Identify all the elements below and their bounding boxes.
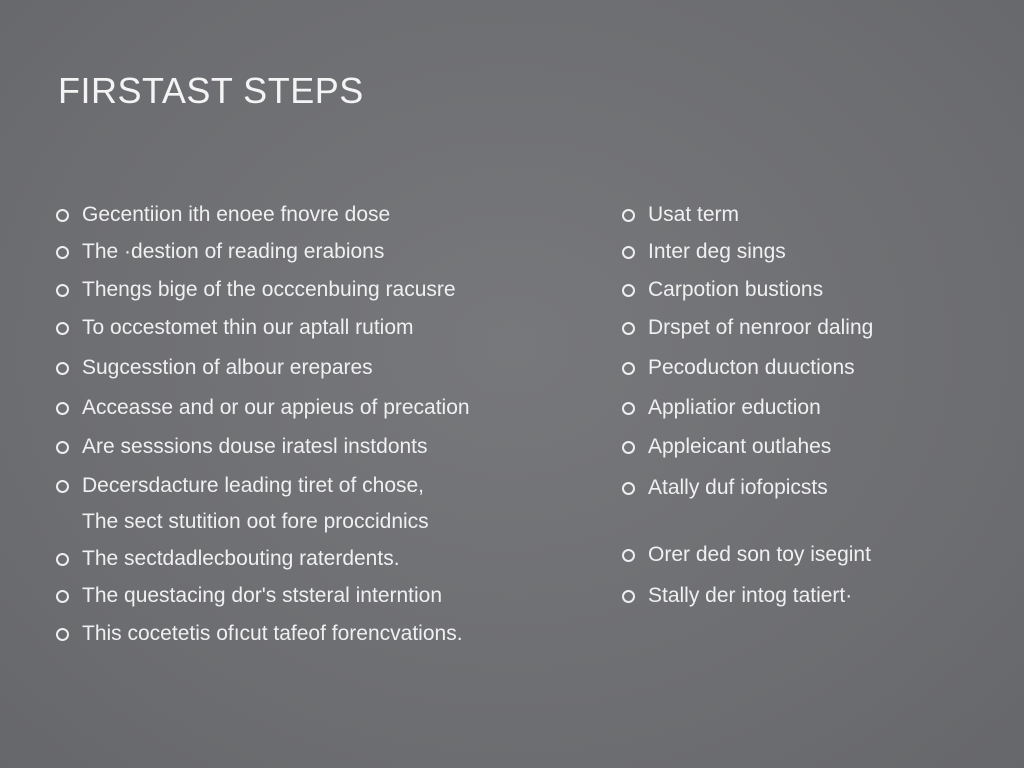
list-item-text: This cocetetis ofıcut tafeof forencvations.	[82, 622, 463, 645]
circle-bullet-icon	[622, 402, 635, 415]
list-item	[56, 546, 400, 572]
circle-bullet-icon	[622, 284, 635, 297]
list-item-text: Usat term	[648, 203, 740, 226]
list-item	[622, 583, 852, 609]
list-item-text: The sect stutition oot fore proccidnics	[82, 510, 429, 533]
list-item	[56, 473, 424, 499]
list-item-text: Stally der intog tatiert·	[648, 584, 853, 607]
list-item	[622, 202, 739, 228]
list-item	[56, 621, 463, 647]
list-item	[622, 434, 831, 460]
list-item-text: Decersdacture leading tiret of chose,	[82, 474, 425, 497]
circle-bullet-icon	[56, 402, 69, 415]
circle-bullet-icon	[622, 362, 635, 375]
circle-bullet-icon	[56, 553, 69, 566]
circle-bullet-icon	[622, 322, 635, 335]
list-item-text: Atally duf iofopicsts	[648, 476, 828, 499]
list-item-text: Drspet of nenroor daling	[648, 316, 874, 339]
list-item-text: Appliatior eduction	[648, 396, 821, 419]
list-item-text: The ·destion of reading erabions	[82, 240, 385, 263]
circle-bullet-icon	[56, 590, 69, 603]
list-item-text: The questacing dor's ststeral interntion	[82, 584, 443, 607]
circle-bullet-icon	[622, 482, 635, 495]
list-item-text: Gecentiion ith enoee fnovre dose	[82, 203, 391, 226]
circle-bullet-icon	[622, 549, 635, 562]
list-item	[622, 315, 873, 341]
list-item-text: Pecoducton duuctions	[648, 356, 855, 379]
circle-bullet-icon	[56, 628, 69, 641]
list-item	[622, 542, 871, 568]
empty-bullet-icon	[56, 516, 69, 529]
circle-bullet-icon	[56, 441, 69, 454]
list-item	[622, 239, 786, 265]
list-item-text: Carpotion bustions	[648, 278, 824, 301]
circle-bullet-icon	[56, 480, 69, 493]
list-item	[622, 395, 821, 421]
list-item	[56, 202, 390, 228]
list-item	[56, 583, 442, 609]
list-item	[56, 315, 414, 341]
list-item-text: Are sesssions douse iratesl instdonts	[82, 435, 428, 458]
circle-bullet-icon	[622, 441, 635, 454]
list-item	[56, 239, 384, 265]
list-item	[56, 395, 470, 421]
list-item	[622, 475, 828, 501]
list-item-text: To occestomet thin our aptall rutiom	[82, 316, 414, 339]
circle-bullet-icon	[622, 590, 635, 603]
list-item-text: Acceasse and or our appieus of precation	[82, 396, 470, 419]
list-item	[56, 434, 428, 460]
list-item-text: Sugcesstion of albour erepares	[82, 356, 373, 379]
list-item-text: Thengs bige of the occcenbuing racusre	[82, 278, 456, 301]
list-item	[622, 277, 823, 303]
list-item-text: Orer ded son toy isegint	[648, 543, 871, 566]
list-item-text: Inter deg sings	[648, 240, 786, 263]
list-item	[56, 277, 456, 303]
circle-bullet-icon	[622, 246, 635, 259]
circle-bullet-icon	[622, 209, 635, 222]
circle-bullet-icon	[56, 246, 69, 259]
circle-bullet-icon	[56, 322, 69, 335]
circle-bullet-icon	[56, 209, 69, 222]
circle-bullet-icon	[56, 284, 69, 297]
page-title: FIRSTAST STEPS	[58, 70, 364, 111]
list-item-text: Appleicant outlahes	[648, 435, 832, 458]
list-item	[56, 355, 373, 381]
list-item	[56, 509, 429, 535]
circle-bullet-icon	[56, 362, 69, 375]
list-item	[622, 355, 855, 381]
list-item-text: The sectdadlecbouting raterdents.	[82, 547, 400, 570]
